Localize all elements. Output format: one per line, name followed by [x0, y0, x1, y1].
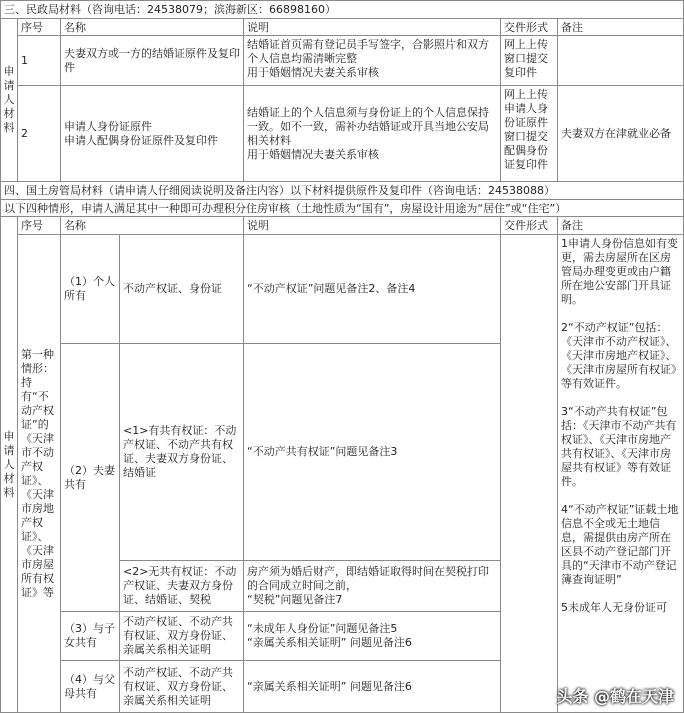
sec3-row1-no: 1 — [17, 35, 61, 86]
sec3-row2-form: 网上上传申请人身份证原件窗口提交配偶身份证复印件 — [500, 85, 558, 182]
case-row3-name: <2>无共有权证：不动产权证、夫妻双方身份证、结婚证、契税 — [119, 560, 244, 612]
section3-side-label: 申请人材料 — [0, 18, 18, 182]
case-row2-sub: （2）夫妻共有 — [60, 343, 120, 612]
section4-side-label: 申请人材料 — [0, 216, 18, 713]
sec3-row1-note — [557, 35, 684, 86]
sec3-row2-name: 申请人身份证原件 申请人配偶身份证原件及复印件 — [60, 85, 244, 182]
case-row4-sub: （3）与子女共有 — [60, 611, 120, 661]
sec3-row1-desc: 结婚证首页需有登记员手写签字，合影照片和双方个人信息均需清晰完整 用于婚姻情况夫妻关系审核 — [243, 35, 501, 86]
notes-column: 1申请人身份信息如有变更，需去房屋所在区房管局办理变更或由户籍所在地公安部门开具证明。 2“不动产权证”包括：《天津市不动产权证》、《天津市房地产权证》、《天津市房屋所有权证》等有效证件。 3“不动产共有权证”包括：《天津市不动产共有权证》、《天津市房地产共有权证》、《天津市房屋共有权证》等有效证件。 4“不动产权证”证载土地信息不全或无土地信息，需提供由房产所在区县不动产登记部门开具的“天津市不动产登记簿查询证明” 5未成年人无身份证可 — [557, 234, 684, 713]
case-row1-name: 不动产权证、身份证 — [119, 234, 244, 344]
header-note: 备注 — [557, 216, 684, 235]
case-row2-desc: “不动产共有权证”问题见备注3 — [243, 343, 501, 561]
section3-title: 三、民政局材料（咨询电话：24538079；滨海新区：66898160） — [0, 0, 684, 19]
header-desc: 说明 — [243, 216, 501, 235]
section4-title: 四、国土房管局材料（请申请人仔细阅读说明及备注内容）以下材料提供原件及复印件（咨询电话：24538088） — [0, 181, 684, 200]
case-row4-desc: “未成年人身份证”问题见备注5 “亲属关系相关证明” 问题见备注6 — [243, 611, 501, 661]
watermark: 头条 @鹤在天津 — [556, 687, 674, 706]
sec3-row2-no: 2 — [17, 85, 61, 182]
sec3-row1-name: 夫妻双方或一方的结婚证原件及复印件 — [60, 35, 244, 86]
header-desc: 说明 — [243, 18, 501, 36]
case1-label: 第一种情形：持有“不动产权证”的《天津市不动产权证》、《天津市房地产权证》、《天津市房屋所有权证》等 — [17, 234, 61, 713]
sec3-row2-desc: 结婚证上的个人信息须与身份证上的个人信息保持一致。如不一致，需补办结婚证或开具当地公安局相关材料 用于婚姻情况夫妻关系审核 — [243, 85, 501, 182]
case-row1-desc: “不动产权证”问题见备注2、备注4 — [243, 234, 501, 344]
case-row3-desc: 房产须为婚后财产，即结婚证取得时间在契税打印的合同成立时间之前， “契税”问题见备注7 — [243, 560, 501, 612]
header-no: 序号 — [17, 216, 61, 235]
header-form: 交件形式 — [500, 18, 558, 36]
case-row5-sub: （4）与父母共有 — [60, 660, 120, 713]
case-row5-desc: “亲属关系相关证明” 问题见备注6 — [243, 660, 501, 713]
header-form: 交件形式 — [500, 216, 558, 235]
section4-subtitle: 以下四种情形，申请人满足其中一种即可办理积分住房审核（土地性质为“国有”，房屋设计用途为“居住”或“住宅”） — [0, 199, 684, 217]
sec3-row1-form: 网上上传窗口提交复印件 — [500, 35, 558, 86]
case-row1-sub: （1）个人所有 — [60, 234, 120, 344]
header-name: 名称 — [60, 18, 244, 36]
case-row5-name: 不动产权证、不动产共有权证、双方身份证、亲属关系相关证明 — [119, 660, 244, 713]
header-name: 名称 — [60, 216, 244, 235]
form-column — [500, 234, 558, 713]
header-no: 序号 — [17, 18, 61, 36]
sec3-row2-note: 夫妻双方在津就业必备 — [557, 85, 684, 182]
case-row4-name: 不动产权证、不动产共有权证、双方身份证、亲属关系相关证明 — [119, 611, 244, 661]
header-note: 备注 — [557, 18, 684, 36]
case-row2-name: <1>有共有权证：不动产权证、不动产共有权证、夫妻双方身份证、结婚证 — [119, 343, 244, 561]
